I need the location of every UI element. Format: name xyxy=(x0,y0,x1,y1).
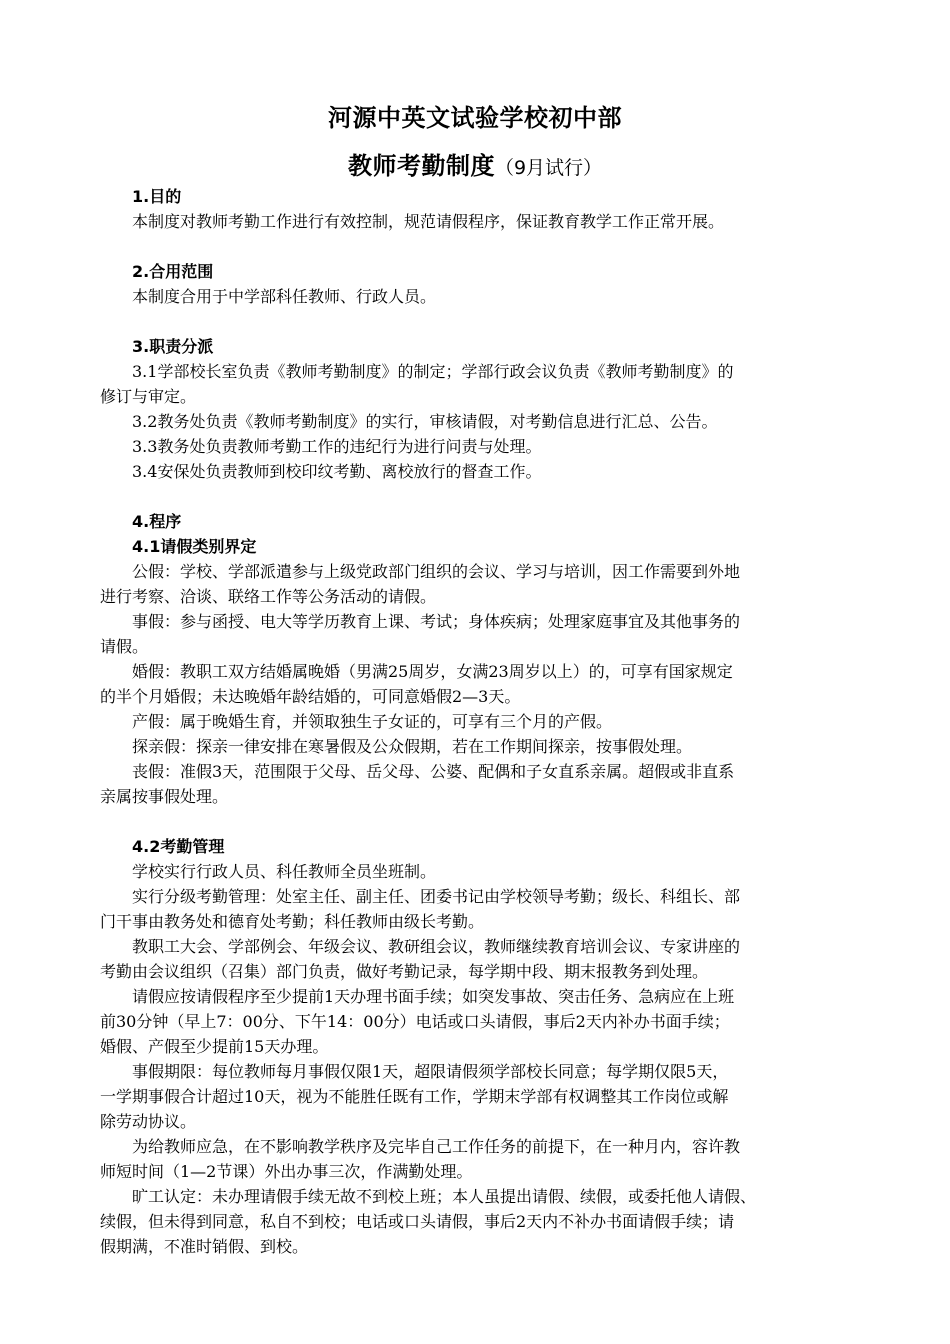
paragraph-line: 产假：属于晚婚生育，并领取独生子女证的，可享有三个月的产假。 xyxy=(132,712,613,731)
paragraph-line: 探亲假：探亲一律安排在寒暑假及公众假期，若在工作期间探亲，按事假处理。 xyxy=(132,737,693,756)
paragraph-line: 事假：参与函授、电大等学历教育上课、考试；身体疾病；处理家庭事宜及其他事务的 xyxy=(132,612,741,631)
paragraph-line: 教职工大会、学部例会、年级会议、教研组会议，教师继续教育培训会议、专家讲座的 xyxy=(132,937,741,956)
section-heading-scope: 2.合用范围 xyxy=(132,262,214,281)
paragraph-line: 的半个月婚假；未达晚婚年龄结婚的，可同意婚假2—3天。 xyxy=(100,687,521,706)
paragraph-line: 3.4安保处负责教师到校印纹考勤、离校放行的督查工作。 xyxy=(132,462,542,481)
paragraph-line: 亲属按事假处理。 xyxy=(100,787,229,806)
paragraph-line: 续假，但未得到同意，私自不到校；电话或口头请假，事后2天内不补办书面请假手续；请 xyxy=(100,1212,735,1231)
paragraph-line: 除劳动协议。 xyxy=(100,1112,197,1131)
section-heading-procedure: 4.程序 xyxy=(132,512,182,531)
paragraph-line: 前30分钟（早上7：00分、下午14：00分）电话或口头请假，事后2天内补办书面手续； xyxy=(100,1012,730,1031)
document-title: 河源中英文试验学校初中部 xyxy=(328,104,622,132)
paragraph-line: 婚假：教职工双方结婚属晚婚（男满25周岁，女满23周岁以上）的，可享有国家规定 xyxy=(132,662,733,681)
paragraph-line: 门干事由教务处和德育处考勤；科任教师由级长考勤。 xyxy=(100,912,485,931)
paragraph-line: 进行考察、洽谈、联络工作等公务活动的请假。 xyxy=(100,587,437,606)
paragraph-line: 师短时间（1—2节课）外出办事三次，作满勤处理。 xyxy=(100,1162,473,1181)
document-body xyxy=(100,184,860,1259)
paragraph-line: 旷工认定：未办理请假手续无故不到校上班；本人虽提出请假、续假，或委托他人请假、 xyxy=(132,1187,757,1206)
paragraph-line: 一学期事假合计超过10天，视为不能胜任既有工作，学期末学部有权调整其工作岗位或解 xyxy=(100,1087,729,1106)
paragraph-line: 丧假：准假3天，范围限于父母、岳父母、公婆、配偶和子女直系亲属。超假或非直系 xyxy=(132,762,735,781)
paragraph-line: 修订与审定。 xyxy=(100,387,197,406)
subtitle-suffix: （9月试行） xyxy=(494,157,603,179)
subsection-heading-leave-types: 4.1请假类别界定 xyxy=(132,537,257,556)
section-heading-duties: 3.职责分派 xyxy=(132,337,214,356)
subtitle-main: 教师考勤制度 xyxy=(347,152,495,180)
section-heading-purpose: 1.目的 xyxy=(132,187,182,206)
paragraph-line: 婚假、产假至少提前15天办理。 xyxy=(100,1037,329,1056)
paragraph-line: 为给教师应急，在不影响教学秩序及完毕自己工作任务的前提下，在一种月内，容许教 xyxy=(132,1137,741,1156)
paragraph-line: 假期满，不准时销假、到校。 xyxy=(100,1237,309,1256)
paragraph-line: 公假：学校、学部派遣参与上级党政部门组织的会议、学习与培训，因工作需要到外地 xyxy=(132,562,741,581)
paragraph-line: 请假应按请假程序至少提前1天办理书面手续；如突发事故、突击任务、急病应在上班 xyxy=(132,987,735,1006)
paragraph-line: 实行分级考勤管理：处室主任、副主任、团委书记由学校领导考勤；级长、科组长、部 xyxy=(132,887,741,906)
document-subtitle xyxy=(0,146,950,181)
paragraph-line: 3.2教务处负责《教师考勤制度》的实行，审核请假，对考勤信息进行汇总、公告。 xyxy=(132,412,718,431)
paragraph: 本制度对教师考勤工作进行有效控制，规范请假程序，保证教育教学工作正常开展。 xyxy=(132,212,725,231)
paragraph: 本制度合用于中学部科任教师、行政人员。 xyxy=(132,287,437,306)
paragraph-line: 学校实行行政人员、科任教师全员坐班制。 xyxy=(132,862,437,881)
paragraph-line: 3.3教务处负责教师考勤工作的违纪行为进行问责与处理。 xyxy=(132,437,542,456)
paragraph-line: 事假期限：每位教师每月事假仅限1天，超限请假须学部校长同意；每学期仅限5天， xyxy=(132,1062,729,1081)
subsection-heading-attendance: 4.2考勤管理 xyxy=(132,837,225,856)
paragraph-line: 请假。 xyxy=(100,637,149,656)
paragraph-line: 考勤由会议组织（召集）部门负责，做好考勤记录，每学期中段、期末报教务到处理。 xyxy=(100,962,709,981)
paragraph-line: 3.1学部校长室负责《教师考勤制度》的制定；学部行政会议负责《教师考勤制度》的 xyxy=(132,362,734,381)
